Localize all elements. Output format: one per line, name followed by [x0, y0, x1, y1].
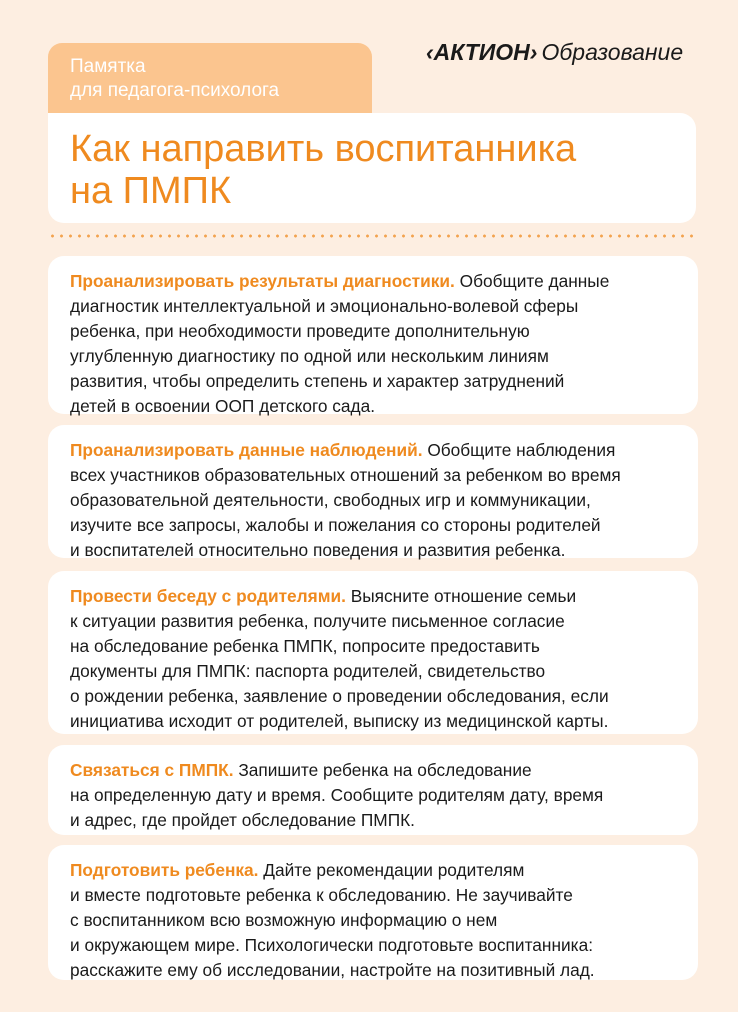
memo-tag-line-1: Памятка: [70, 56, 146, 77]
step-text-line: детей в освоении ООП детского сада.: [70, 396, 376, 416]
step-first-line: [70, 269, 688, 294]
step-first-line: [70, 584, 688, 609]
step-first-line: [70, 758, 688, 783]
title-line-1: Как направить воспитанника: [70, 128, 577, 170]
step-first-line: [70, 858, 688, 883]
step-text: Обобщите данные: [454, 271, 610, 291]
brand-mark: ‹АКТИОН›: [426, 39, 538, 65]
step-heading: Проанализировать данные наблюдений.: [70, 440, 423, 460]
step-text-line: и вместе подготовьте ребенка к обследованию. Не заучивайте: [70, 885, 573, 905]
step-heading: Связаться с ПМПК.: [70, 760, 234, 780]
step-text-line: и адрес, где пройдет обследование ПМПК.: [70, 810, 415, 830]
step-text-line: и воспитателей относительно поведения и развития ребенка.: [70, 540, 566, 560]
brand-subtitle: Образование: [541, 39, 684, 65]
step-text-line: документы для ПМПК: паспорта родителей, свидетельство: [70, 661, 546, 681]
step-text-line: всех участников образовательных отношений за ребенком во время: [70, 465, 621, 485]
step-text-line: инициатива исходит от родителей, выписку из медицинской карты.: [70, 711, 609, 731]
step-card-parent-talk: [48, 571, 698, 734]
step-text-line: ребенка, при необходимости проведите дополнительную: [70, 321, 530, 341]
memo-tag: [48, 43, 372, 113]
step-text: Запишите ребенка на обследование: [233, 760, 532, 780]
step-heading: Проанализировать результаты диагностики.: [70, 271, 455, 291]
step-text-line: углубленную диагностику по одной или нескольким линиям: [70, 346, 549, 366]
step-text: Дайте рекомендации родителям: [258, 860, 525, 880]
step-text-line: с воспитанником всю возможную информацию о нем: [70, 910, 498, 930]
step-first-line: [70, 438, 688, 463]
step-card-analyze-diagnostics: [48, 256, 698, 414]
step-text-line: расскажите ему об исследовании, настройте на позитивный лад.: [70, 960, 595, 980]
step-text-line: диагностик интеллектуальной и эмоционально-волевой сферы: [70, 296, 579, 316]
step-text-line: к ситуации развития ребенка, получите письменное согласие: [70, 611, 565, 631]
step-text-line: на определенную дату и время. Сообщите родителям дату, время: [70, 785, 604, 805]
step-text-line: на обследование ребенка ПМПК, попросите предоставить: [70, 636, 540, 656]
step-heading: Подготовить ребенка.: [70, 860, 259, 880]
step-text-line: о рождении ребенка, заявление о проведении обследования, если: [70, 686, 609, 706]
step-text-line: образовательной деятельности, свободных игр и коммуникации,: [70, 490, 591, 510]
step-card-contact-pmpk: [48, 745, 698, 835]
dotted-divider: [48, 234, 698, 238]
title-line-2: на ПМПК: [70, 170, 232, 212]
step-text-line: изучите все запросы, жалобы и пожелания со стороны родителей: [70, 515, 601, 535]
step-text-line: развития, чтобы определить степень и характер затруднений: [70, 371, 565, 391]
step-text: Обобщите наблюдения: [422, 440, 616, 460]
step-heading: Провести беседу с родителями.: [70, 586, 346, 606]
page-title: [70, 128, 696, 212]
step-card-prepare-child: [48, 845, 698, 980]
brand-logo: [426, 38, 683, 66]
step-card-analyze-observations: [48, 425, 698, 558]
step-text-line: и окружающем мире. Психологически подготовьте воспитанника:: [70, 935, 593, 955]
memo-tag-line-2: для педагога-психолога: [70, 80, 280, 101]
title-box: [48, 113, 696, 223]
step-text: Выясните отношение семьи: [345, 586, 577, 606]
